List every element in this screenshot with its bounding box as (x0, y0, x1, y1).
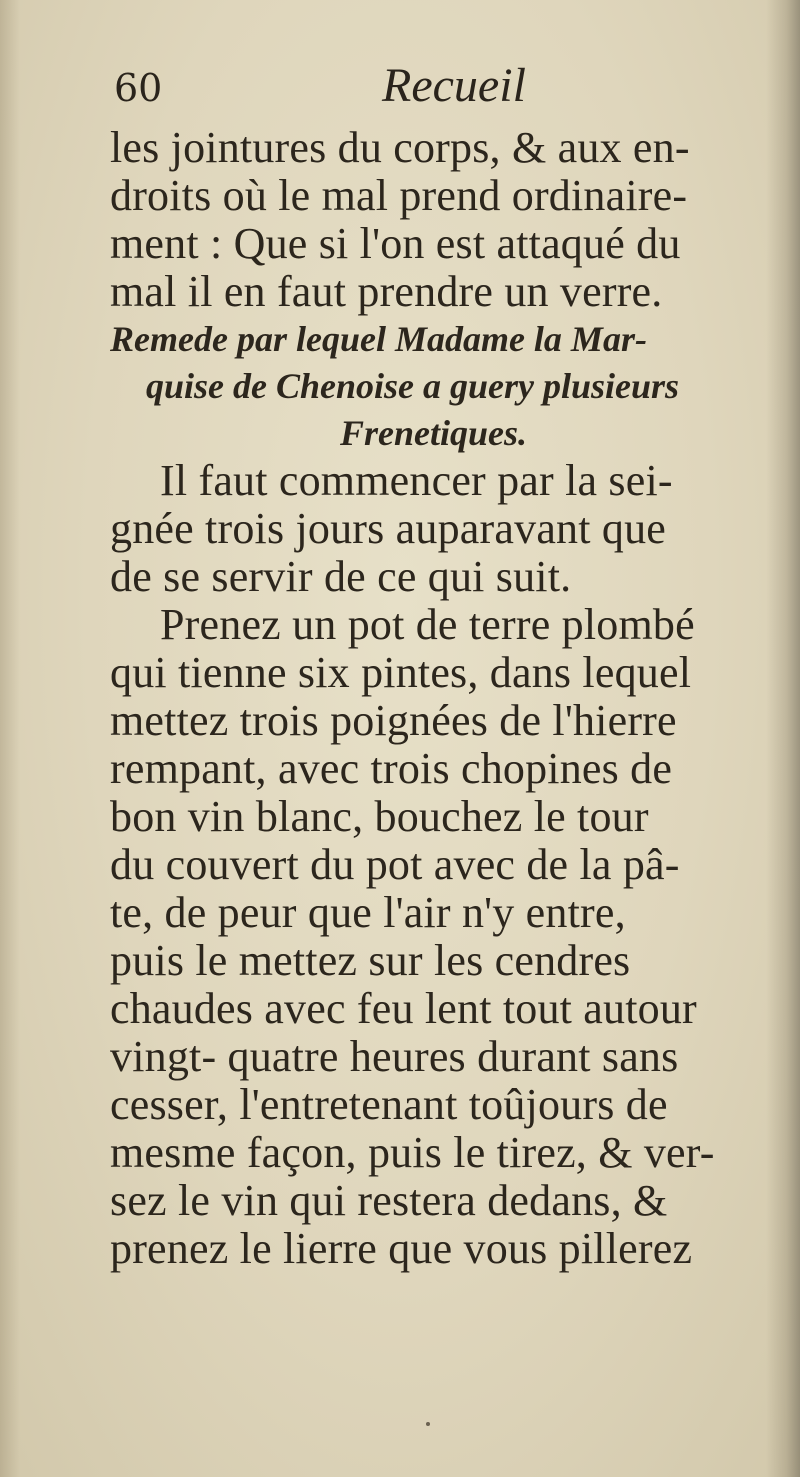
page-number: 60 (114, 66, 163, 110)
text-line: ment : Que si l'on est attaqué du (110, 219, 681, 268)
text-line: qui tienne six pintes, dans lequel (110, 648, 692, 697)
running-head: Recueil (382, 59, 526, 112)
paragraph-first-line: Prenez un pot de terre plombé (160, 600, 695, 649)
page-left-edge (0, 0, 20, 1477)
text-line: chaudes avec feu lent tout autour (110, 984, 697, 1033)
text-line: les jointures du corps, & aux en- (110, 123, 690, 172)
text-block (110, 124, 780, 1273)
text-line: vingt- quatre heures durant sans (110, 1032, 679, 1081)
section-heading-line: Remede par lequel Madame la Mar- (110, 319, 647, 359)
text-line: gnée trois jours auparavant que (110, 504, 667, 553)
text-line: cesser, l'entretenant toûjours de (110, 1080, 668, 1129)
text-line: puis le mettez sur les cendres (110, 936, 631, 985)
text-line: bon vin blanc, bouchez le tour (110, 792, 649, 841)
text-line: de se servir de ce qui suit. (110, 552, 572, 601)
text-line: sez le vin qui restera dedans, & (110, 1176, 668, 1225)
text-line: mettez trois poignées de l'hierre (110, 696, 677, 745)
text-line: mal il en faut prendre un verre. (110, 267, 663, 316)
text-line: rempant, avec trois chopines de (110, 744, 673, 793)
section-heading-line: quise de Chenoise a guery plusieurs (146, 366, 680, 406)
ink-speck (426, 1422, 430, 1426)
text-line: droits où le mal prend ordinaire- (110, 171, 688, 220)
text-line: mesme façon, puis le tirez, & ver- (110, 1128, 715, 1177)
section-heading-line: Frenetiques. (340, 413, 528, 453)
paragraph-first-line: Il faut commencer par la sei- (160, 456, 673, 505)
text-line: du couvert du pot avec de la pâ- (110, 840, 680, 889)
text-line: prenez le lierre que vous pillerez (110, 1224, 693, 1273)
text-line: te, de peur que l'air n'y entre, (110, 888, 626, 937)
page-header (114, 58, 674, 120)
